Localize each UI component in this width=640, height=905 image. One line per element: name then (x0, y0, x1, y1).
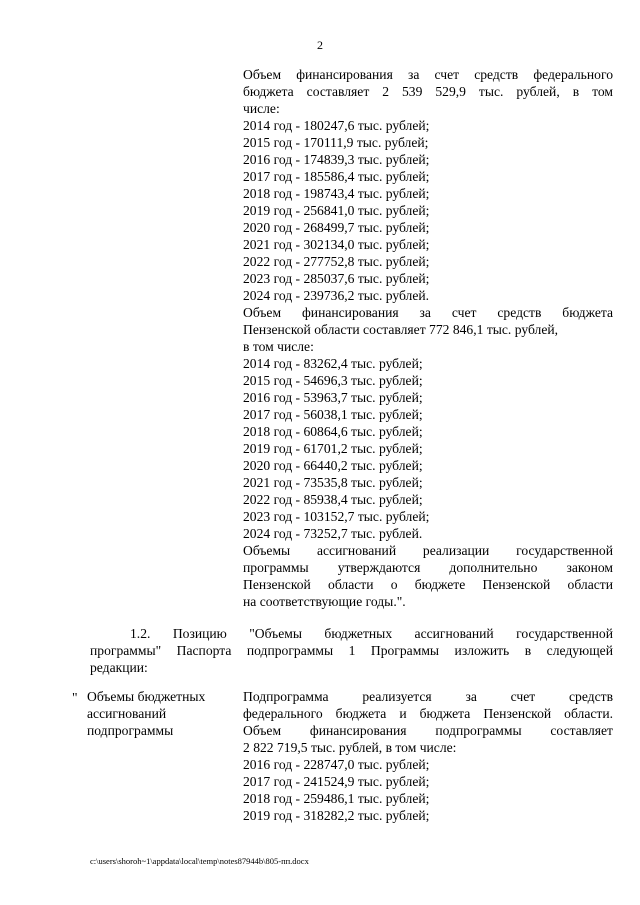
table-label-line: ассигнований (87, 706, 167, 721)
federal-year-line: 2016 год - 174839,3 тыс. рублей; (243, 152, 430, 167)
table-content-line: Объем финансирования подпрограммы составляет (243, 723, 613, 738)
federal-year-line: 2019 год - 256841,0 тыс. рублей; (243, 203, 430, 218)
section-1-2-line: 1.2. Позицию "Объемы бюджетных ассигнований государственной (130, 626, 613, 641)
regional-intro-rest: в том числе: (243, 339, 314, 354)
regional-year-line: 2016 год - 53963,7 тыс. рублей; (243, 390, 423, 405)
closing-line: Объемы ассигнований реализации государственной (243, 543, 613, 558)
regional-year-line: 2018 год - 60864,6 тыс. рублей; (243, 424, 423, 439)
closing-last: на соответствующие годы.". (243, 594, 406, 609)
federal-funding-block (243, 66, 613, 610)
federal-year-line: 2014 год - 180247,6 тыс. рублей; (243, 118, 430, 133)
regional-year-line: 2024 год - 73252,7 тыс. рублей. (243, 526, 423, 541)
table-year-line: 2016 год - 228747,0 тыс. рублей; (243, 757, 430, 772)
section-1-2 (90, 625, 613, 676)
opening-quote: " (72, 690, 78, 705)
section-1-2-last: редакции: (90, 660, 148, 675)
table-label-line: Объемы бюджетных (87, 689, 206, 704)
closing-line: программы утверждаются дополнительно законом (243, 560, 613, 575)
table-year-line: 2018 год - 259486,1 тыс. рублей; (243, 791, 430, 806)
federal-year-line: 2017 год - 185586,4 тыс. рублей; (243, 169, 430, 184)
regional-intro-rest: Пензенской области составляет 772 846,1 тыс. рублей, (243, 322, 559, 337)
regional-year-line: 2023 год - 103152,7 тыс. рублей; (243, 509, 430, 524)
table-year-line: 2017 год - 241524,9 тыс. рублей; (243, 774, 430, 789)
federal-intro-line: Объем финансирования за счет средств федерального (243, 67, 613, 82)
federal-year-line: 2021 год - 302134,0 тыс. рублей; (243, 237, 430, 252)
regional-year-line: 2021 год - 73535,8 тыс. рублей; (243, 475, 423, 490)
table-label-line: подпрограммы (87, 723, 174, 738)
federal-year-line: 2020 год - 268499,7 тыс. рублей; (243, 220, 430, 235)
regional-year-line: 2014 год - 83262,4 тыс. рублей; (243, 356, 423, 371)
table-content-line: Подпрограмма реализуется за счет средств (243, 689, 613, 704)
regional-year-line: 2017 год - 56038,1 тыс. рублей; (243, 407, 423, 422)
federal-year-line: 2015 год - 170111,9 тыс. рублей; (243, 135, 429, 150)
section-1-2-line: программы" Паспорта подпрограммы 1 Программы изложить в следующей (90, 643, 613, 658)
federal-year-line: 2023 год - 285037,6 тыс. рублей; (243, 271, 430, 286)
footer-file-path: c:\users\shoroh~1\appdata\local\temp\notes87944b\805-пп.docx (90, 856, 309, 866)
federal-intro-line: бюджета составляет 2 539 529,9 тыс. рублей, в том (243, 84, 613, 99)
federal-year-line: 2018 год - 198743,4 тыс. рублей; (243, 186, 430, 201)
table-content-last: 2 822 719,5 тыс. рублей, в том числе: (243, 740, 457, 755)
regional-intro-line: Объем финансирования за счет средств бюджета (243, 305, 613, 320)
closing-line: Пензенской области о бюджете Пензенской области (243, 577, 613, 592)
regional-year-line: 2020 год - 66440,2 тыс. рублей; (243, 458, 423, 473)
table-year-line: 2019 год - 318282,2 тыс. рублей; (243, 808, 430, 823)
regional-year-line: 2022 год - 85938,4 тыс. рублей; (243, 492, 423, 507)
table-content (243, 688, 613, 824)
federal-intro-last: числе: (243, 101, 280, 116)
regional-year-line: 2015 год - 54696,3 тыс. рублей; (243, 373, 423, 388)
regional-year-line: 2019 год - 61701,2 тыс. рублей; (243, 441, 423, 456)
table-content-line: федерального бюджета и бюджета Пензенской области. (243, 706, 613, 721)
federal-year-line: 2024 год - 239736,2 тыс. рублей. (243, 288, 430, 303)
page-number: 2 (317, 38, 323, 52)
federal-year-line: 2022 год - 277752,8 тыс. рублей; (243, 254, 430, 269)
table-label (87, 688, 237, 739)
